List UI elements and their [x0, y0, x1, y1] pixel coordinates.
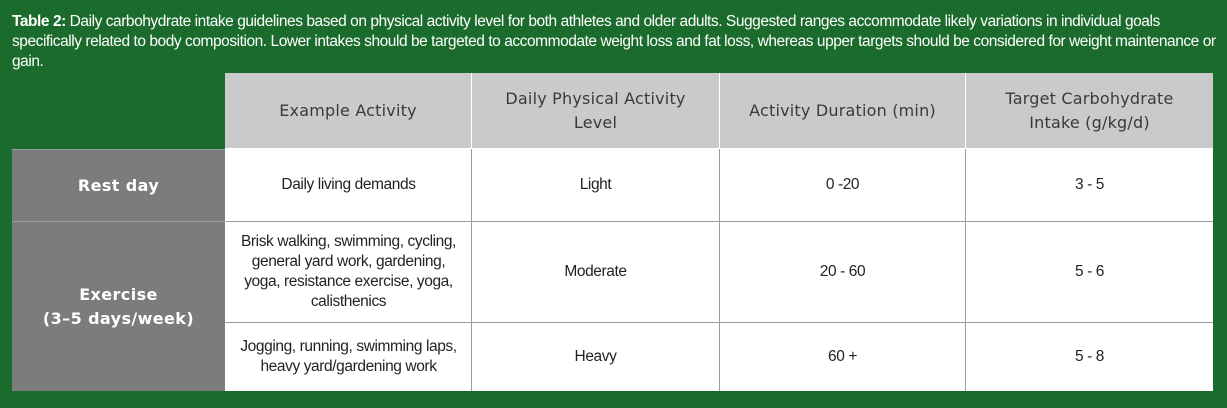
- carbohydrate-intake-table: [12, 73, 1213, 391]
- header-activity-duration: Activity Duration (min): [719, 73, 965, 149]
- row-label-exercise-line1: Exercise: [79, 284, 158, 304]
- cell-target-carbohydrate: 5 - 8: [965, 322, 1213, 391]
- header-activity-level: Daily Physical Activity Level: [471, 73, 719, 149]
- cell-example-activity: Jogging, running, swimming laps, heavy yard/gardening work: [225, 322, 471, 391]
- row-label-rest-day-text: Rest day: [77, 175, 160, 195]
- cell-example-activity: Brisk walking, swimming, cycling, general yard work, gardening, yoga, resistance exercise, yoga, calisthenics: [225, 221, 471, 322]
- table-caption: [12, 12, 1217, 72]
- cell-activity-duration: 20 - 60: [719, 221, 965, 322]
- table-corner: [12, 73, 225, 149]
- row-label-exercise: [12, 221, 225, 391]
- cell-target-carbohydrate: 5 - 6: [965, 221, 1213, 322]
- cell-activity-duration: 0 -20: [719, 149, 965, 221]
- row-label-exercise-line2: (3–5 days/week): [42, 308, 195, 328]
- cell-activity-level: Light: [471, 149, 719, 221]
- cell-activity-level: Heavy: [471, 322, 719, 391]
- header-example-activity: Example Activity: [225, 73, 471, 149]
- caption-text: Daily carbohydrate intake guidelines based on physical activity level for both athletes and older adults. Suggested ranges accommodate likely variations in individual goals specifically related to body composition. Lower intakes should be targeted to accommodate weight loss and fat loss, whereas upper targets should be considered for weight maintenance or gain.: [12, 13, 1216, 70]
- row-label-rest-day: [12, 149, 225, 221]
- cell-target-carbohydrate: 3 - 5: [965, 149, 1213, 221]
- caption-label: Table 2:: [12, 13, 66, 30]
- cell-example-activity: Daily living demands: [225, 149, 471, 221]
- header-target-carbohydrate: Target Carbohydrate Intake (g/kg/d): [965, 73, 1213, 149]
- cell-activity-level: Moderate: [471, 221, 719, 322]
- cell-activity-duration: 60 +: [719, 322, 965, 391]
